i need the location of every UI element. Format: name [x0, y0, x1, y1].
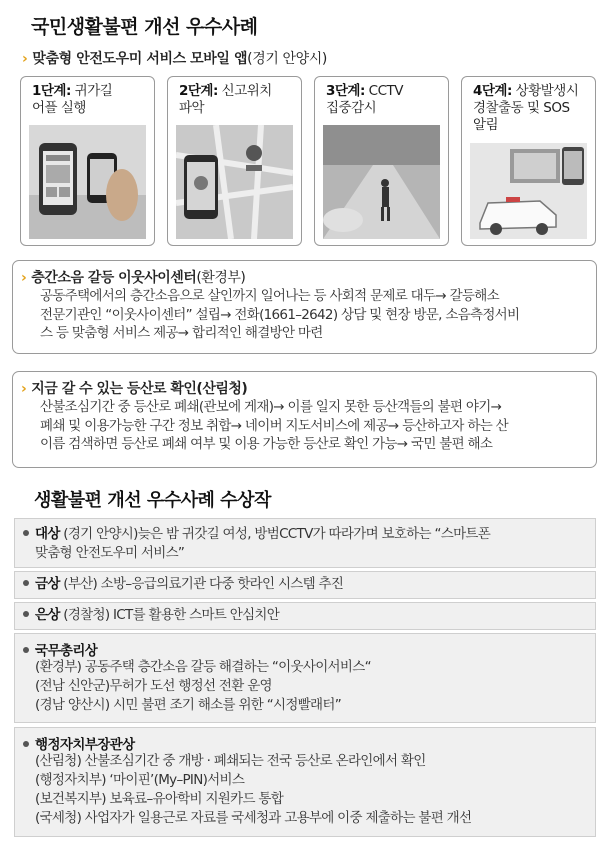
- case3-line: 폐쇄 및 이용가능한 구간 정보 취합→ 네이버 지도서비스에 제공→ 등산하고자 하는 산: [40, 417, 508, 434]
- phone-app-photo: [29, 125, 146, 239]
- bullet-icon: [23, 647, 29, 653]
- case3-heading: [21, 378, 247, 398]
- step-1-line2: 어플 실행: [32, 100, 86, 116]
- step-2-line1: 신고위치: [217, 83, 272, 99]
- step-card-2: [167, 76, 302, 246]
- step-2-text: [179, 83, 295, 117]
- award-grand-text: (경기 안양시)늦은 밤 귀갓길 여성, 방범CCTV가 따라가며 보호하는 “스마트폰: [59, 526, 491, 542]
- award-pm-grade: 국무총리상: [35, 643, 98, 659]
- step-4-line2: 경찰출동 및 SOS: [473, 100, 570, 116]
- police-car-sos-photo: [470, 143, 587, 239]
- case3-agency: (산림청): [196, 381, 248, 397]
- case2-label: 층간소음 갈등 이웃사이센터: [31, 270, 197, 286]
- award-minister-item: (산림청) 산불조심기간 중 개방 · 폐쇄되는 전국 등산로 온라인에서 확인: [35, 753, 426, 769]
- step-1-number: 1단계:: [32, 83, 71, 99]
- award-silver: [14, 602, 596, 630]
- case1-agency: (경기 안양시): [247, 51, 327, 67]
- award-minister-grade: 행정자치부장관상: [35, 737, 135, 753]
- step-3-text: [326, 83, 442, 117]
- award-silver-grade: 은상: [35, 607, 60, 623]
- award-minister-item: (국세청) 사업자가 일용근로 자료를 국세청과 고용부에 이중 제출하는 불편 개선: [35, 810, 472, 826]
- case1-label: 맞춤형 안전도우미 서비스 모바일 앱: [32, 51, 248, 67]
- award-silver-text: (경찰청) ICT를 활용한 스마트 안심치안: [59, 607, 280, 623]
- award-minister: [14, 727, 596, 837]
- case3-label: 지금 갈 수 있는 등산로 확인: [31, 381, 197, 397]
- case3-line: 산불조심기간 중 등산로 폐쇄(관보에 게재)→ 이를 일지 못한 등산객들의 불편 야기→: [40, 399, 502, 415]
- award-grand: [14, 518, 596, 568]
- step-1-line1: 귀가길: [70, 83, 113, 99]
- step-card-1: [20, 76, 155, 246]
- step-4-line3: 알림: [473, 117, 499, 133]
- award-grand-line2: 맞춤형 안전도우미 서비스”: [35, 545, 185, 561]
- page-title: 국민생활불편 개선 우수사례: [31, 16, 258, 38]
- step-3-line1: CCTV: [364, 83, 404, 99]
- step-2-line2: 파악: [179, 100, 205, 116]
- case2-agency: (환경부): [196, 270, 246, 286]
- award-gold-line: [23, 575, 589, 594]
- award-minister-heading: [23, 733, 135, 753]
- step-card-3: [314, 76, 449, 246]
- bullet-icon: [23, 530, 29, 536]
- cctv-street-photo: [323, 125, 440, 239]
- award-prime-minister: [14, 633, 596, 723]
- step-4-text: [473, 83, 589, 134]
- award-minister-item: (행정자치부) ‘마이핀’(My–PIN)서비스: [35, 772, 245, 788]
- case3-body: [40, 398, 588, 454]
- award-gold: [14, 571, 596, 599]
- map-location-photo: [176, 125, 293, 239]
- case1-heading: [22, 48, 327, 68]
- case-card-noise: [12, 260, 597, 354]
- step-3-number: 3단계:: [326, 83, 365, 99]
- bullet-icon: [23, 741, 29, 747]
- step-4-number: 4단계:: [473, 83, 512, 99]
- bullet-icon: [23, 580, 29, 586]
- award-pm-heading: [23, 639, 97, 659]
- case2-line: 공동주택에서의 층간소음으로 살인까지 일어나는 등 사회적 문제로 대두→ 갈등해소: [40, 288, 499, 304]
- step-1-text: [32, 83, 148, 117]
- case2-line: 전문기관인 “이웃사이센터” 설립→ 전화(1661–2642) 상담 및 현장 방문, 소음측정서비: [40, 306, 520, 323]
- case2-line: 스 등 맞춤형 서비스 제공→ 합리적인 해결방안 마련: [40, 325, 323, 341]
- case2-body: [40, 287, 588, 343]
- case2-heading: [21, 267, 245, 287]
- award-grand-grade: 대상: [35, 526, 60, 542]
- award-gold-grade: 금상: [35, 576, 60, 592]
- award-pm-item: (경남 양산시) 시민 불편 조기 해소를 위한 “시정빨래터”: [35, 697, 342, 713]
- chevron-right-icon: ›: [21, 270, 27, 286]
- chevron-right-icon: ›: [22, 51, 28, 67]
- award-gold-text: (부산) 소방–응급의료기관 다중 핫라인 시스템 추진: [59, 576, 344, 592]
- award-silver-line: [23, 606, 589, 625]
- chevron-right-icon: ›: [21, 381, 27, 397]
- bullet-icon: [23, 611, 29, 617]
- case-card-trail: [12, 371, 597, 468]
- step-3-line2: 집중감시: [326, 100, 377, 116]
- award-minister-item: (보건복지부) 보육료–유아학비 지원카드 통합: [35, 791, 284, 807]
- award-pm-item: (환경부) 공동주택 층간소음 갈등 해결하는 “이웃사이서비스“: [35, 659, 371, 675]
- award-grand-line1: [23, 525, 589, 544]
- steps-row: [20, 76, 596, 246]
- step-card-4: [461, 76, 596, 246]
- case3-line: 이름 검색하면 등산로 폐쇄 여부 및 이용 가능한 등산로 확인 가능→ 국민 불편 해소: [40, 436, 493, 452]
- award-pm-item: (전남 신안군)무허가 도선 행정선 전환 운영: [35, 678, 272, 694]
- awards-section-title: 생활불편 개선 우수사례 수상작: [34, 490, 271, 511]
- step-4-line1: 상황발생시: [511, 83, 579, 99]
- step-2-number: 2단계:: [179, 83, 218, 99]
